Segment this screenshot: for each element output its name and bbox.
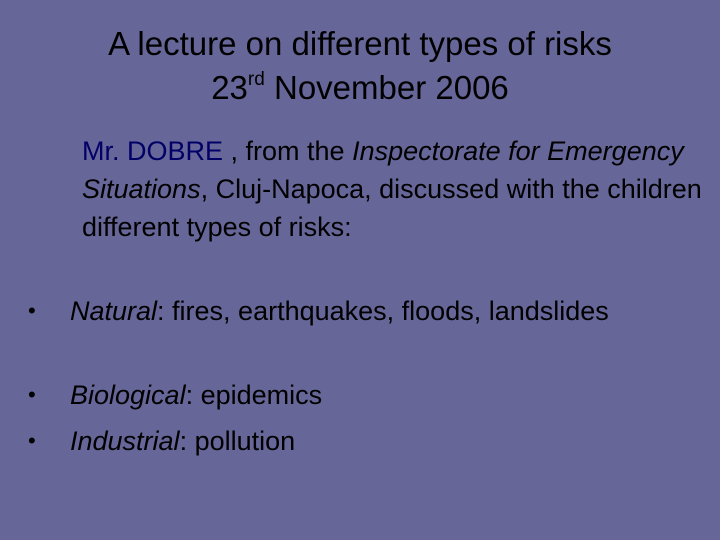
title-date-day: 23 [211, 69, 248, 106]
speaker-name: Mr. DOBRE [82, 136, 224, 166]
intro-line-1 [82, 132, 702, 246]
list-item-biological [70, 376, 690, 414]
intro-text-2: , Cluj-Napoca, discussed with the children different types of risks: [82, 174, 702, 242]
title-date-rest: November 2006 [264, 69, 509, 106]
bullet-icon: • [28, 428, 36, 453]
title-line-2 [0, 66, 720, 110]
title-line-1: A lecture on different types of risks [108, 25, 612, 62]
risk-text: : epidemics [185, 380, 323, 410]
organization-name: Inspectorate for Emergency Situations [82, 136, 684, 204]
intro-text-1: , from the [223, 136, 353, 166]
slide-title [0, 22, 720, 110]
bullet-icon: • [28, 382, 36, 407]
bullet-icon: • [28, 298, 36, 323]
list-item-natural [70, 292, 690, 330]
risk-term: Natural [70, 296, 158, 326]
risk-text: : pollution [179, 426, 296, 456]
risk-term: Biological [70, 380, 186, 410]
risk-text: : fires, earthquakes, floods, landslides [157, 296, 609, 326]
title-date-suffix: rd [247, 69, 265, 90]
list-item-industrial [70, 422, 690, 460]
risk-term: Industrial [70, 426, 180, 456]
